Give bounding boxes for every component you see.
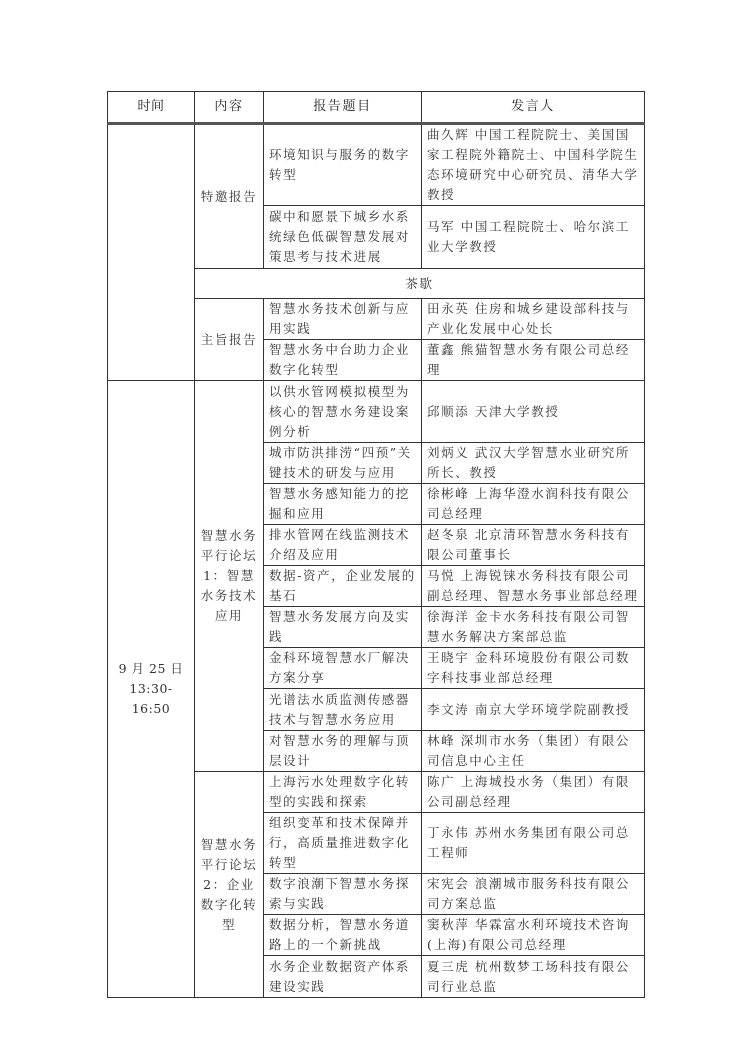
session1-time-cell [108,124,195,381]
speaker-cell: 林峰 深圳市水务（集团）有限公司信息中心主任 [422,731,645,772]
speaker-cell: 丁永伟 苏州水务集团有限公司总工程师 [422,813,645,874]
topic-cell: 智慧水务技术创新与应用实践 [264,299,422,340]
topic-cell: 数据分析，智慧水务道路上的一个新挑战 [264,915,422,956]
topic-cell: 水务企业数据资产体系建设实践 [264,956,422,998]
speaker-cell: 徐彬峰 上海华澄水润科技有限公司总经理 [422,484,645,525]
session-time: 13:30-16:50 [129,681,173,716]
session-date: 9 月 25 日 [118,661,184,676]
topic-cell: 光谱法水质监测传感器技术与智慧水务应用 [264,689,422,731]
speaker-cell: 马军 中国工程院院士、哈尔滨工业大学教授 [422,206,645,269]
topic-cell: 对智慧水务的理解与顶层设计 [264,731,422,772]
category-forum2: 智慧水务平行论坛2：企业数字化转型 [195,772,264,998]
speaker-cell: 赵冬泉 北京清环智慧水务科技有限公司董事长 [422,525,645,566]
speaker-cell: 田永英 住房和城乡建设部科技与产业化发展中心处长 [422,299,645,340]
session2-time-cell [108,381,195,998]
topic-cell: 以供水管网模拟模型为核心的智慧水务建设案例分析 [264,381,422,443]
topic-cell: 环境知识与服务的数字转型 [264,124,422,206]
schedule-table [107,91,645,998]
topic-cell: 金科环境智慧水厂解决方案分享 [264,648,422,689]
topic-cell: 智慧水务发展方向及实践 [264,607,422,648]
header-speaker: 发言人 [422,92,645,124]
category-forum1: 智慧水务平行论坛1：智慧水务技术应用 [195,381,264,772]
speaker-cell: 徐海洋 金卡水务科技有限公司智慧水务解决方案部总监 [422,607,645,648]
topic-cell: 数字浪潮下智慧水务探索与实践 [264,874,422,915]
topic-cell: 排水管网在线监测技术介绍及应用 [264,525,422,566]
speaker-cell: 夏三虎 杭州数梦工场科技有限公司行业总监 [422,956,645,998]
tea-break: 茶歇 [195,269,645,299]
speaker-cell: 宋宪会 浪潮城市服务科技有限公司方案总监 [422,874,645,915]
topic-cell: 城市防洪排涝“四预”关键技术的研发与应用 [264,443,422,484]
table-row [108,381,645,443]
topic-cell: 组织变革和技术保障并行，高质量推进数字化转型 [264,813,422,874]
header-time: 时间 [108,92,195,124]
table-row [108,124,645,206]
category-special: 特邀报告 [195,124,264,269]
speaker-cell: 刘炳义 武汉大学智慧水业研究所所长、教授 [422,443,645,484]
speaker-cell: 邱顺添 天津大学教授 [422,381,645,443]
speaker-cell: 王晓宇 金科环境股份有限公司数字科技事业部总经理 [422,648,645,689]
header-content: 内容 [195,92,264,124]
header-row [108,92,645,124]
topic-cell: 上海污水处理数字化转型的实践和探索 [264,772,422,813]
speaker-cell: 李文涛 南京大学环境学院副教授 [422,689,645,731]
speaker-cell: 窦秋萍 华霖富水利环境技术咨询(上海)有限公司总经理 [422,915,645,956]
speaker-cell: 马悦 上海锐铼水务科技有限公司副总经理、智慧水务事业部总经理 [422,566,645,607]
speaker-cell: 曲久辉 中国工程院院士、美国国家工程院外籍院士、中国科学院生态环境研究中心研究员、清华大学教授 [422,124,645,206]
topic-cell: 智慧水务中台助力企业数字化转型 [264,340,422,381]
category-keynote: 主旨报告 [195,299,264,381]
topic-cell: 数据-资产，企业发展的基石 [264,566,422,607]
header-topic: 报告题目 [264,92,422,124]
topic-cell: 碳中和愿景下城乡水系统绿色低碳智慧发展对策思考与技术进展 [264,206,422,269]
speaker-cell: 董鑫 熊猫智慧水务有限公司总经理 [422,340,645,381]
topic-cell: 智慧水务感知能力的挖掘和应用 [264,484,422,525]
speaker-cell: 陈广 上海城投水务（集团）有限公司副总经理 [422,772,645,813]
